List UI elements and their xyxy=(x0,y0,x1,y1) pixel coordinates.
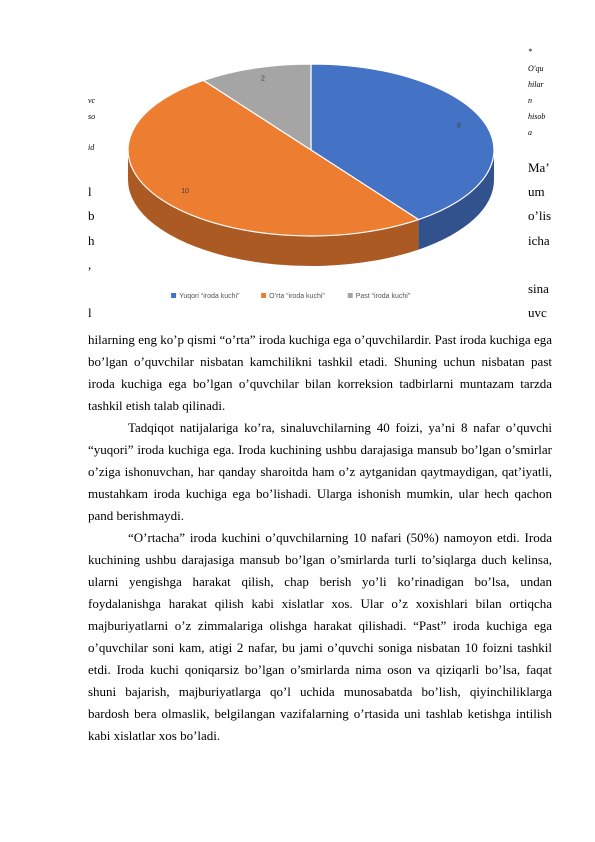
data-label-2: 2 xyxy=(260,75,265,83)
right-fragment: uvc xyxy=(528,305,547,320)
right-fragment: a xyxy=(528,128,532,137)
legend-label-2: Past “iroda kuchi” xyxy=(355,293,411,300)
right-fragment: icha xyxy=(528,233,550,248)
paragraph: Tadqiqot natijalariga ko’ra, sinaluvchilarning 40 foizi, ya’ni 8 nafar o’quvchi “yuqori” iroda kuchiga ega. Iroda kuchining ushbu darajasiga mansub bo’lgan o’smirlar o’ziga ishonuvchan, har qanday sharoitda ham o’z aytganidan qaytmaydigan, qat’iyatli, mustahkam iroda kuchiga ega bo’lishadi. Ularga ishonish mumkin, ular hech qachon pand berishmaydi. xyxy=(88,420,552,523)
left-fragment: b xyxy=(88,208,95,223)
right-fragment: sina xyxy=(528,281,549,296)
left-fragment: h xyxy=(88,233,95,248)
body-text xyxy=(88,329,552,747)
data-label-0: 8 xyxy=(456,122,461,130)
right-fragment: Ma’ xyxy=(528,160,550,175)
legend-swatch-2 xyxy=(348,293,353,298)
left-fragment: l xyxy=(88,184,92,199)
right-fragment: hisob xyxy=(528,112,546,121)
pie-chart xyxy=(95,55,499,309)
legend-label-0: Yuqori “iroda kuchi” xyxy=(179,293,240,300)
data-label-1: 10 xyxy=(181,187,190,195)
paragraph: “O’rtacha” iroda kuchini o’quvchilarning 10 nafari (50%) namoyon etdi. Iroda kuchining ushbu darajasiga mansub bo’lgan o’smirlarda turli to’siqlarga duch kelinsa, ularni yengishga harakat qilish, chap berish yo’li ko’rinadigan bo’lsa, undan foydalanishga harakat qilish kabi xislatlar xos. Ular o’z xoxishlari bilan ortiqcha majburiyatlarni o’z zimmalariga olishga harakat qilishadi. “Past” iroda kuchiga ega o’quvchilar soni kam, atigi 2 nafar, bu jami o’quvchi soniga nisbatan 10 foizni tashkil etdi. Iroda kuchi qoniqarsiz bo’lgan o’smirlarda nima oson va qiziqarli bo’lsa, faqat shuni bajarish, majburiyatlarga qo’l uchida munosabatda bo’lish, qiyinchiliklarga bardosh bera olmaslik, belgilangan vazifalarning o’rtasida uni tashlab ketishga intilish kabi xislatlar xos bo’ladi. xyxy=(88,530,552,743)
right-fragment: o’lis xyxy=(528,208,552,223)
right-fragment: hilar xyxy=(528,80,544,89)
right-fragment: n xyxy=(528,96,532,105)
left-fragment: vc xyxy=(88,96,96,105)
legend-label-1: O’rta “iroda kuchi” xyxy=(269,293,325,300)
legend-swatch-1 xyxy=(261,293,266,298)
left-fragment: id xyxy=(88,143,95,152)
left-fragment: l xyxy=(88,305,92,320)
right-fragment: um xyxy=(528,184,545,199)
legend-swatch-0 xyxy=(171,293,176,298)
right-fragment: * xyxy=(528,47,532,56)
right-fragment: O'qu xyxy=(528,64,544,73)
left-fragment: so xyxy=(88,112,96,121)
left-fragment: , xyxy=(88,257,92,272)
paragraph: hilarning eng ko’p qismi “o’rta” iroda kuchiga ega o’quvchilardir. Past iroda kuchiga ega bo’lgan o’quvchilar nisbatan kamchilikni tashkil etadi. Shuning uchun nisbatan past iroda kuchiga ega bo’lgan o’quvchilar bilan korreksion tadbirlarni muntazam tarzda tashkil etish talab qilinadi. xyxy=(88,332,552,413)
